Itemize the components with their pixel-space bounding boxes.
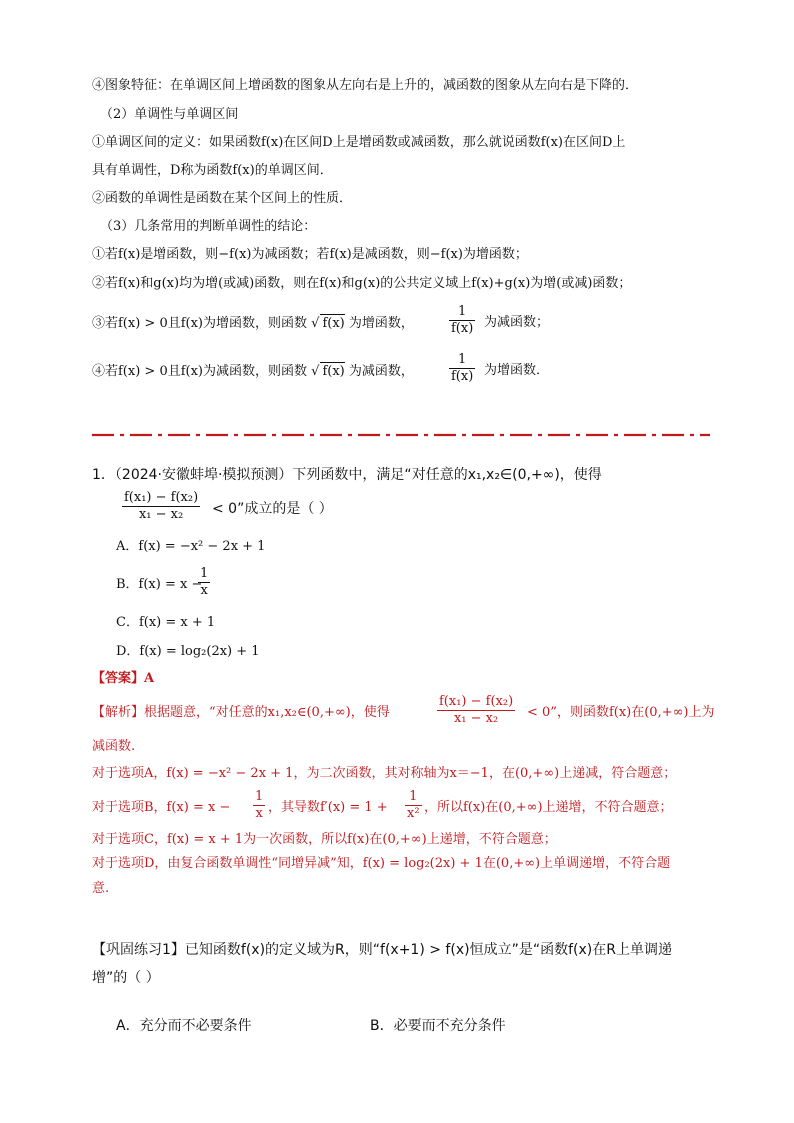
fraction-numerator: 1 — [449, 352, 475, 369]
conclusion-4-part-b: 为减函数， — [348, 364, 414, 379]
subheading-monotonic-interval: （2）单调性与单调区间 — [100, 107, 239, 122]
fraction-numerator: f(x₁) − f(x₂) — [439, 694, 514, 709]
conclusion-2: ②若f(x)和g(x)均为增(或减)函数，则在f(x)和g(x)的公共定义域上f(x)+g(x)为增(或减)函数； — [92, 276, 632, 291]
practice-option-a[interactable]: A．充分而不必要条件 — [116, 1018, 252, 1034]
practice-option-b[interactable]: B．必要而不充分条件 — [370, 1018, 506, 1034]
fraction-denominator: x₁ − x₂ — [138, 507, 184, 522]
answer-label: 【答案】A — [92, 671, 155, 686]
analysis-line-1-b: < 0”，则函数f(x)在(0,+∞)上为 — [527, 705, 715, 720]
question-1-stem-end: < 0”成立的是（ ） — [212, 501, 333, 517]
option-d[interactable]: D．f(x) = log₂(2x) + 1 — [116, 644, 260, 659]
definition-line-2: 具有单调性，D称为函数f(x)的单调区间． — [92, 163, 333, 178]
sqrt-expression: √ f(x) — [311, 364, 345, 379]
question-1-fraction — [122, 490, 200, 523]
option-b-label: B．f(x) = x − — [116, 577, 203, 592]
option-b[interactable] — [116, 576, 202, 594]
definition-line-3: ②函数的单调性是函数在某个区间上的性质． — [92, 191, 353, 206]
conclusion-4-part-a: ④若f(x) > 0且f(x)为减函数，则函数 — [92, 364, 308, 379]
dash-dot-separator — [92, 431, 710, 439]
analysis-option-b-c: ，所以f(x)在(0,+∞)上递增，不符合题意； — [424, 800, 673, 815]
analysis-option-d: 对于选项D，由复合函数单调性“同增异减”知，f(x) = log₂(2x) + 1在(0,+∞)上单调递增，不符合题 — [92, 856, 671, 871]
fraction-reciprocal-3 — [449, 304, 475, 337]
sqrt-expression: √ f(x) — [311, 316, 345, 331]
fraction-denominator: x — [255, 806, 263, 821]
analysis-option-b — [92, 799, 230, 817]
fraction-numerator: 1 — [255, 789, 264, 804]
conclusion-4 — [92, 362, 414, 381]
analysis-line-1 — [92, 704, 390, 722]
analysis-option-b-b: ，其导数f′(x) = 1 + — [268, 800, 388, 815]
fraction-denominator: x₁ − x₂ — [453, 711, 499, 726]
conclusion-3-part-a: ③若f(x) > 0且f(x)为增函数，则函数 — [92, 316, 308, 331]
sqrt-radicand: f(x) — [322, 316, 345, 331]
fraction-numerator: 1 — [449, 304, 475, 321]
property-line-graph-feature: ④图象特征：在单调区间上增函数的图象从左向右是上升的，减函数的图象从左向右是下降的． — [92, 78, 639, 93]
practice-1-line-2: 增”的（ ） — [92, 970, 160, 986]
analysis-option-d-end: 意. — [92, 881, 110, 896]
fraction-numerator: 1 — [405, 789, 422, 806]
analysis-line-2: 减函数. — [92, 739, 136, 754]
fraction-denominator: x — [200, 583, 208, 598]
conclusion-3-part-c: 为减函数； — [484, 315, 550, 330]
fraction-denominator: f(x) — [451, 321, 474, 336]
fraction-denominator: f(x) — [451, 369, 474, 384]
option-a[interactable]: A．f(x) = −x² − 2x + 1 — [116, 539, 266, 554]
analysis-option-b-a: 对于选项B，f(x) = x − — [92, 800, 231, 815]
conclusion-3-part-b: 为增函数， — [348, 316, 414, 331]
fraction-denominator: x² — [407, 806, 420, 821]
analysis-option-a: 对于选项A，f(x) = −x² − 2x + 1，为二次函数，其对称轴为x＝−1，在(0,+∞)上递减，符合题意； — [92, 766, 677, 781]
fraction-numerator: 1 — [200, 566, 209, 581]
analysis-option-c: 对于选项C，f(x) = x + 1为一次函数，所以f(x)在(0,+∞)上递增，不符合题意； — [92, 832, 557, 847]
analysis-fraction — [437, 694, 515, 727]
sqrt-radicand: f(x) — [322, 364, 345, 379]
fraction-reciprocal-4 — [449, 352, 475, 385]
analysis-line-1-a: 【解析】根据题意，“对任意的x₁,x₂∈(0,+∞)，使得 — [92, 705, 390, 720]
analysis-b-fraction — [253, 789, 265, 822]
subheading-conclusions: （3）几条常用的判断单调性的结论： — [100, 219, 317, 234]
question-1-stem: 1．（2024·安徽蚌埠·模拟预测）下列函数中，满足“对任意的x₁,x₂∈(0,+∞)，使得 — [92, 467, 602, 483]
fraction-numerator: f(x₁) − f(x₂) — [124, 490, 199, 505]
conclusion-3 — [92, 314, 414, 333]
option-c[interactable]: C．f(x) = x + 1 — [116, 615, 216, 630]
definition-line-1: ①单调区间的定义：如果函数f(x)在区间D上是增函数或减函数，那么就说函数f(x)在区间D上 — [92, 135, 626, 150]
practice-1-line-1: 【巩固练习1】已知函数f(x)的定义域为R，则“f(x+1) > f(x)恒成立”是“函数f(x)在R上单调递 — [92, 942, 672, 958]
analysis-b-fraction-2 — [405, 789, 422, 822]
conclusion-4-part-c: 为增函数． — [484, 363, 550, 378]
option-b-fraction — [198, 566, 210, 599]
conclusion-1: ①若f(x)是增函数，则−f(x)为减函数；若f(x)是减函数，则−f(x)为增函数； — [92, 247, 528, 262]
